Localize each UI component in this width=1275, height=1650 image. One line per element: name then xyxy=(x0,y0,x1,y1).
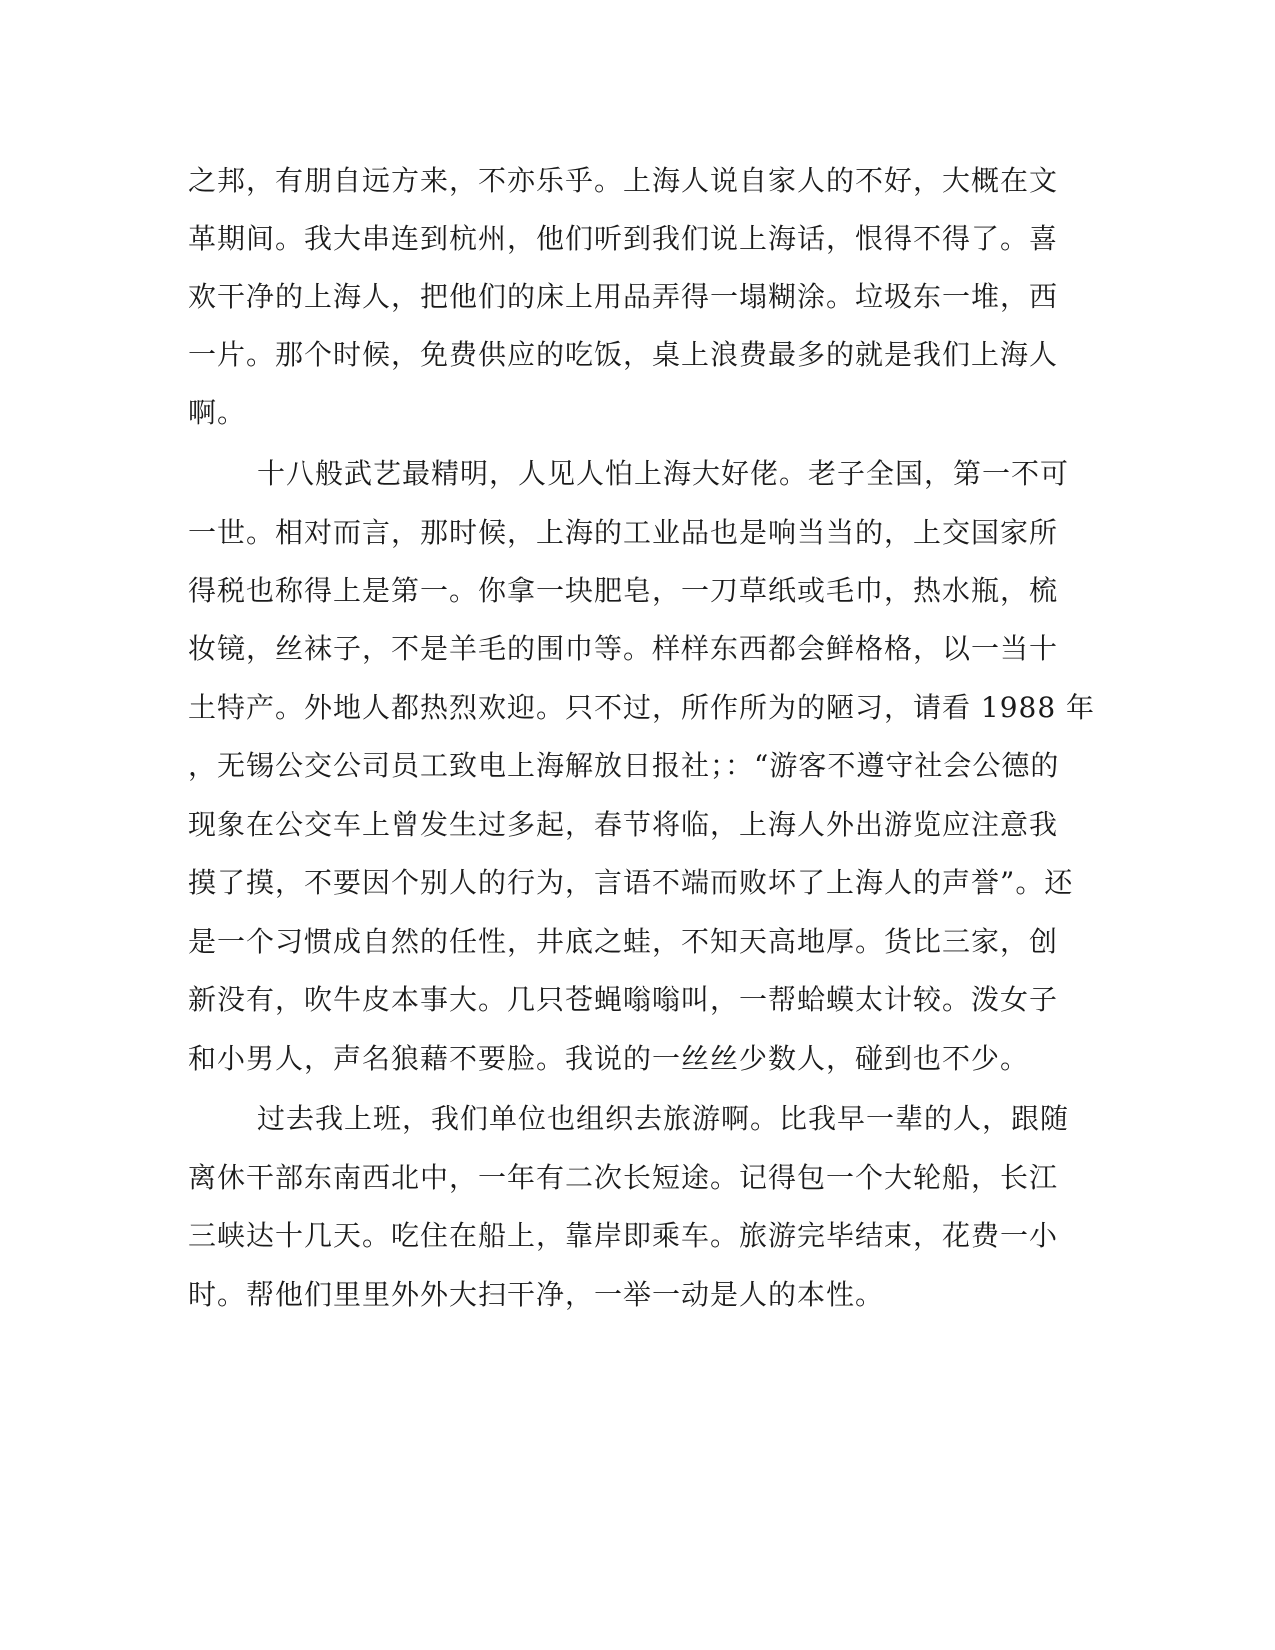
text-line: 过去我上班，我们单位也组织去旅游啊。比我早一辈的人，跟随 xyxy=(257,1102,1070,1135)
text-line: 一片。那个时候，免费供应的吃饭，桌上浪费最多的就是我们上海人 xyxy=(188,338,1059,371)
text-line: 十八般武艺最精明，人见人怕上海大好佬。老子全国，第一不可 xyxy=(257,457,1070,490)
text-line: 一世。相对而言，那时候，上海的工业品也是响当当的，上交国家所 xyxy=(188,516,1059,549)
text-line: 时。帮他们里里外外大扫干净，一举一动是人的本性。 xyxy=(188,1278,885,1311)
text-line: 现象在公交车上曾发生过多起，春节将临，上海人外出游览应注意我 xyxy=(188,808,1059,841)
text-line: 离休干部东南西北中，一年有二次长短途。记得包一个大轮船，长江 xyxy=(188,1161,1059,1194)
text-line: 摸了摸，不要因个别人的行为，言语不端而败坏了上海人的声誉”。还 xyxy=(188,866,1074,899)
text-line: 欢干净的上海人，把他们的床上用品弄得一塌糊涂。垃圾东一堆，西 xyxy=(188,280,1059,313)
text-line: 新没有，吹牛皮本事大。几只苍蝇嗡嗡叫，一帮蛤蟆太计较。泼女子 xyxy=(188,983,1059,1016)
text-line: 土特产。外地人都热烈欢迎。只不过，所作所为的陋习，请看 1988 年 xyxy=(188,691,1096,724)
text-line: 和小男人，声名狼藉不要脸。我说的一丝丝少数人，碰到也不少。 xyxy=(188,1042,1030,1075)
text-line: 是一个习惯成自然的任性，井底之蛙，不知天高地厚。货比三家，创 xyxy=(188,925,1059,958)
text-line: 三峡达十几天。吃住在船上，靠岸即乘车。旅游完毕结束，花费一小 xyxy=(188,1219,1059,1252)
text-line: 妆镜，丝袜子，不是羊毛的围巾等。样样东西都会鲜格格，以一当十 xyxy=(188,632,1059,665)
text-line: 啊。 xyxy=(188,396,247,429)
text-line: 之邦，有朋自远方来，不亦乐乎。上海人说自家人的不好，大概在文 xyxy=(188,164,1059,197)
text-line: 革期间。我大串连到杭州，他们听到我们说上海话，恨得不得了。喜 xyxy=(188,222,1059,255)
text-line: ，无锡公交公司员工致电上海解放日报社；：“游客不遵守社会公德的 xyxy=(188,749,1060,782)
text-line: 得税也称得上是第一。你拿一块肥皂，一刀草纸或毛巾，热水瓶，梳 xyxy=(188,574,1059,607)
